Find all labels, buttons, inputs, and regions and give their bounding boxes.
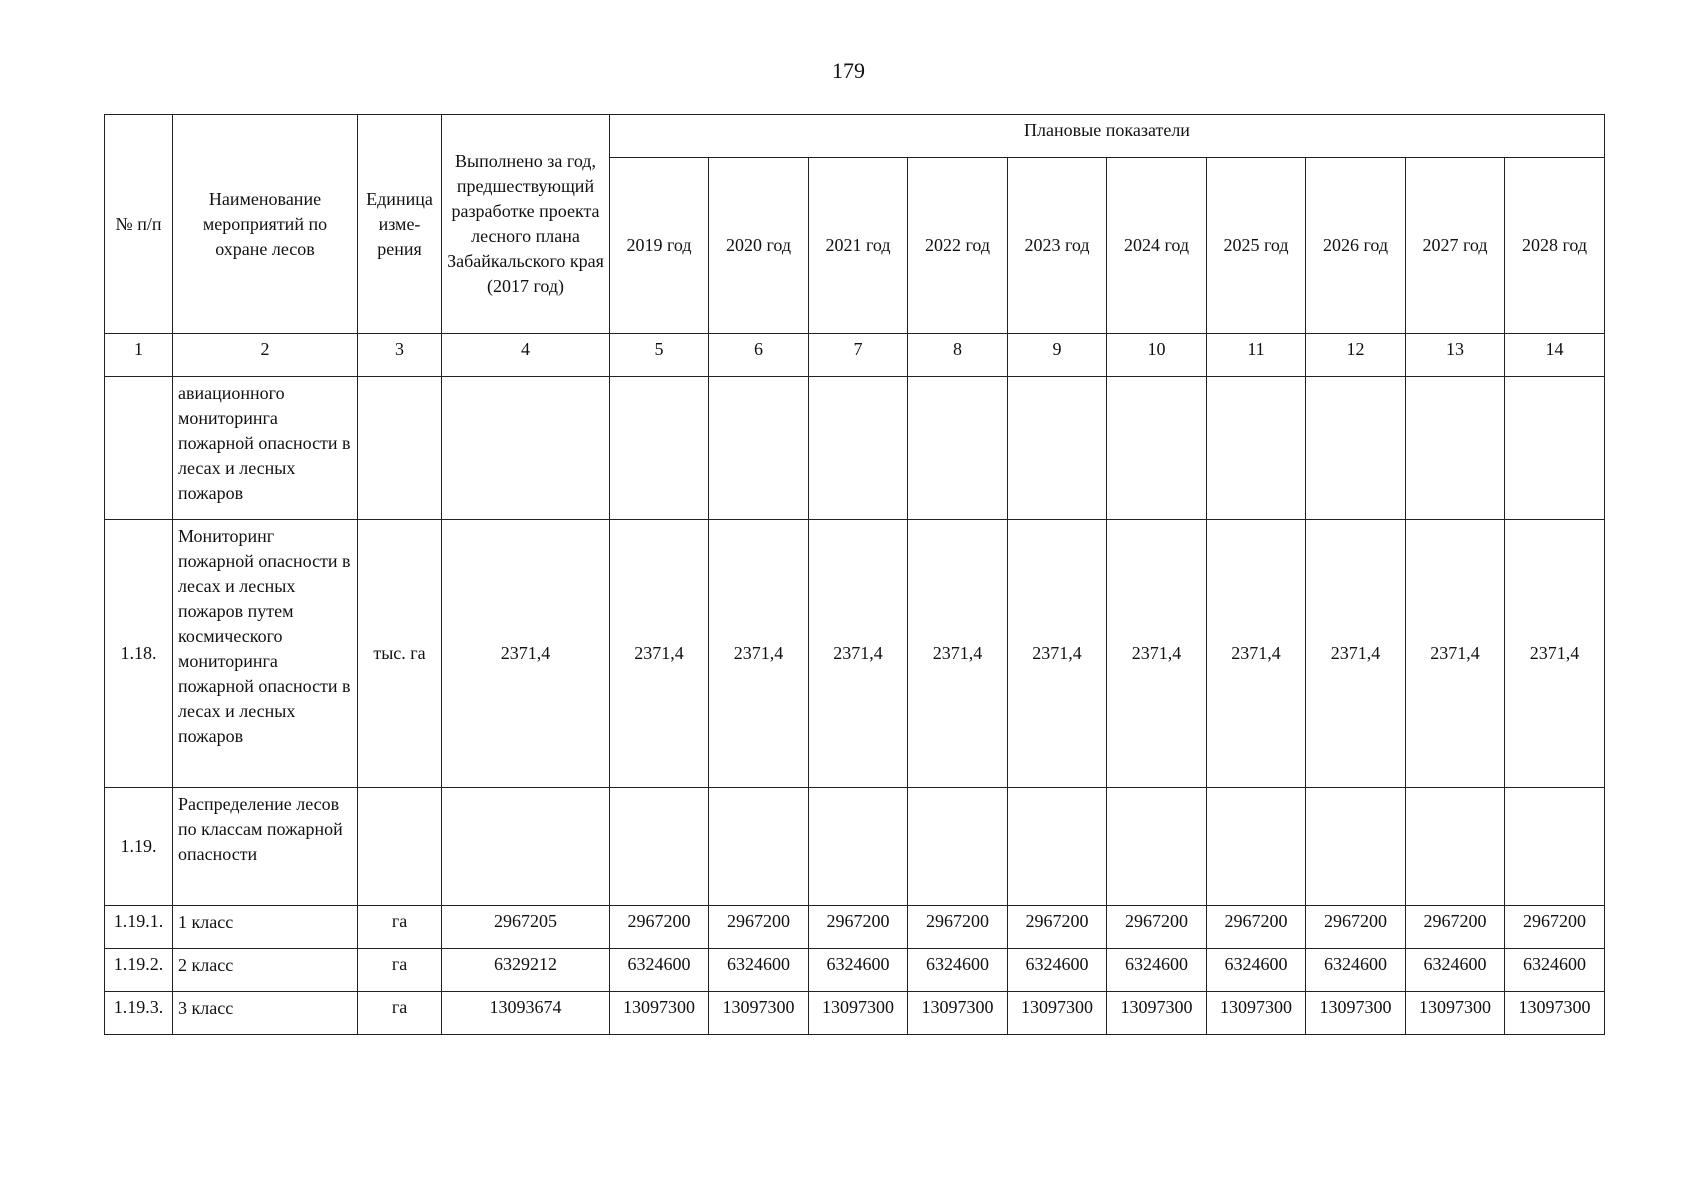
- column-number: 12: [1306, 334, 1406, 377]
- column-number: 9: [1008, 334, 1107, 377]
- row-plan-value: [1207, 788, 1306, 906]
- table-row: [105, 906, 1605, 949]
- row-plan-value: 2371,4: [709, 520, 809, 788]
- row-name: 2 класс: [173, 949, 358, 992]
- header-year: 2019 год: [610, 158, 709, 334]
- row-plan-value: [908, 788, 1008, 906]
- row-plan-value: 2967200: [1207, 906, 1306, 949]
- header-year: 2025 год: [1207, 158, 1306, 334]
- row-plan-value: 2371,4: [1008, 520, 1107, 788]
- row-plan-value: 2967200: [1107, 906, 1207, 949]
- row-plan-value: [908, 377, 1008, 520]
- row-plan-value: 6324600: [1505, 949, 1605, 992]
- row-plan-value: 6324600: [1207, 949, 1306, 992]
- column-number: 10: [1107, 334, 1207, 377]
- row-name: 3 класс: [173, 992, 358, 1035]
- row-plan-value: 2371,4: [908, 520, 1008, 788]
- column-number: 5: [610, 334, 709, 377]
- column-number: 13: [1406, 334, 1505, 377]
- row-plan-value: [709, 377, 809, 520]
- header-year: 2020 год: [709, 158, 809, 334]
- header-year: 2027 год: [1406, 158, 1505, 334]
- row-plan-value: 2967200: [1008, 906, 1107, 949]
- row-unit: [358, 377, 442, 520]
- row-plan-value: 2371,4: [1107, 520, 1207, 788]
- row-plan-value: [1306, 377, 1406, 520]
- row-plan-value: 2371,4: [809, 520, 908, 788]
- row-plan-value: [809, 377, 908, 520]
- row-plan-value: 6324600: [610, 949, 709, 992]
- row-number: 1.19.: [105, 788, 173, 906]
- row-plan-value: 13097300: [1505, 992, 1605, 1035]
- header-done-2017: Выполнено за год, предшествующий разработке проекта лесного плана Забайкальского края (2017 год): [442, 115, 610, 334]
- column-number-row: [105, 334, 1605, 377]
- row-done-2017: 13093674: [442, 992, 610, 1035]
- column-number: 11: [1207, 334, 1306, 377]
- row-plan-value: [610, 788, 709, 906]
- row-plan-value: [1207, 377, 1306, 520]
- row-plan-value: 6324600: [709, 949, 809, 992]
- row-plan-value: 6324600: [1406, 949, 1505, 992]
- row-plan-value: [1306, 788, 1406, 906]
- row-unit: га: [358, 949, 442, 992]
- row-plan-value: 6324600: [809, 949, 908, 992]
- row-done-2017: [442, 788, 610, 906]
- row-name: Мониторинг пожарной опасности в лесах и лесных пожаров путем космического мониторинга пожарной опасности в лесах и лесных пожаров: [173, 520, 358, 788]
- column-number: 6: [709, 334, 809, 377]
- row-plan-value: [1505, 377, 1605, 520]
- row-plan-value: [1406, 377, 1505, 520]
- header-number: № п/п: [105, 115, 173, 334]
- row-plan-value: 13097300: [1107, 992, 1207, 1035]
- header-year: 2026 год: [1306, 158, 1406, 334]
- row-plan-value: 13097300: [809, 992, 908, 1035]
- row-plan-value: [1008, 788, 1107, 906]
- row-plan-value: 6324600: [1306, 949, 1406, 992]
- row-unit: [358, 788, 442, 906]
- row-plan-value: [1107, 377, 1207, 520]
- table-row: [105, 788, 1605, 906]
- header-year: 2024 год: [1107, 158, 1207, 334]
- forest-protection-table: [104, 114, 1605, 1035]
- row-plan-value: 2967200: [1406, 906, 1505, 949]
- row-number: 1.19.3.: [105, 992, 173, 1035]
- row-plan-value: 2371,4: [1207, 520, 1306, 788]
- row-plan-value: [1107, 788, 1207, 906]
- row-plan-value: [1406, 788, 1505, 906]
- column-number: 7: [809, 334, 908, 377]
- header-year: 2028 год: [1505, 158, 1605, 334]
- row-plan-value: 2371,4: [1306, 520, 1406, 788]
- row-plan-value: 2371,4: [1406, 520, 1505, 788]
- row-plan-value: [610, 377, 709, 520]
- table-row: [105, 949, 1605, 992]
- column-number: 1: [105, 334, 173, 377]
- row-name: авиационного мониторинга пожарной опасности в лесах и лесных пожаров: [173, 377, 358, 520]
- row-plan-value: 6324600: [908, 949, 1008, 992]
- row-plan-value: 6324600: [1008, 949, 1107, 992]
- row-plan-value: 2967200: [1505, 906, 1605, 949]
- row-plan-value: 2967200: [908, 906, 1008, 949]
- column-number: 2: [173, 334, 358, 377]
- row-unit: га: [358, 992, 442, 1035]
- row-plan-value: [709, 788, 809, 906]
- row-plan-value: 2371,4: [610, 520, 709, 788]
- row-name: 1 класс: [173, 906, 358, 949]
- row-unit: тыс. га: [358, 520, 442, 788]
- column-number: 14: [1505, 334, 1605, 377]
- page-number: 179: [832, 58, 865, 83]
- row-plan-value: 13097300: [908, 992, 1008, 1035]
- row-plan-value: 13097300: [709, 992, 809, 1035]
- row-plan-value: 2967200: [809, 906, 908, 949]
- row-plan-value: [1008, 377, 1107, 520]
- row-done-2017: 2967205: [442, 906, 610, 949]
- table-row: [105, 992, 1605, 1035]
- row-plan-value: 13097300: [1207, 992, 1306, 1035]
- row-name: Распределение лесов по классам пожарной опасности: [173, 788, 358, 906]
- row-number: 1.19.1.: [105, 906, 173, 949]
- row-plan-value: 2967200: [1306, 906, 1406, 949]
- table-row: [105, 520, 1605, 788]
- row-plan-value: 2967200: [610, 906, 709, 949]
- row-plan-value: [1505, 788, 1605, 906]
- row-plan-value: [809, 788, 908, 906]
- row-done-2017: 6329212: [442, 949, 610, 992]
- row-unit: га: [358, 906, 442, 949]
- row-plan-value: 13097300: [1008, 992, 1107, 1035]
- row-number: 1.19.2.: [105, 949, 173, 992]
- row-plan-value: 6324600: [1107, 949, 1207, 992]
- row-number: [105, 377, 173, 520]
- row-plan-value: 13097300: [610, 992, 709, 1035]
- header-unit: Единица изме-рения: [358, 115, 442, 334]
- row-done-2017: [442, 377, 610, 520]
- header-year: 2022 год: [908, 158, 1008, 334]
- row-plan-value: 2967200: [709, 906, 809, 949]
- row-number: 1.18.: [105, 520, 173, 788]
- row-done-2017: 2371,4: [442, 520, 610, 788]
- table-row: [105, 377, 1605, 520]
- row-plan-value: 13097300: [1306, 992, 1406, 1035]
- header-year: 2021 год: [809, 158, 908, 334]
- column-number: 4: [442, 334, 610, 377]
- row-plan-value: 13097300: [1406, 992, 1505, 1035]
- header-name: Наименование мероприятий по охране лесов: [173, 115, 358, 334]
- header-year: 2023 год: [1008, 158, 1107, 334]
- header-plan-group: Плановые показатели: [610, 115, 1605, 158]
- column-number: 3: [358, 334, 442, 377]
- column-number: 8: [908, 334, 1008, 377]
- row-plan-value: 2371,4: [1505, 520, 1605, 788]
